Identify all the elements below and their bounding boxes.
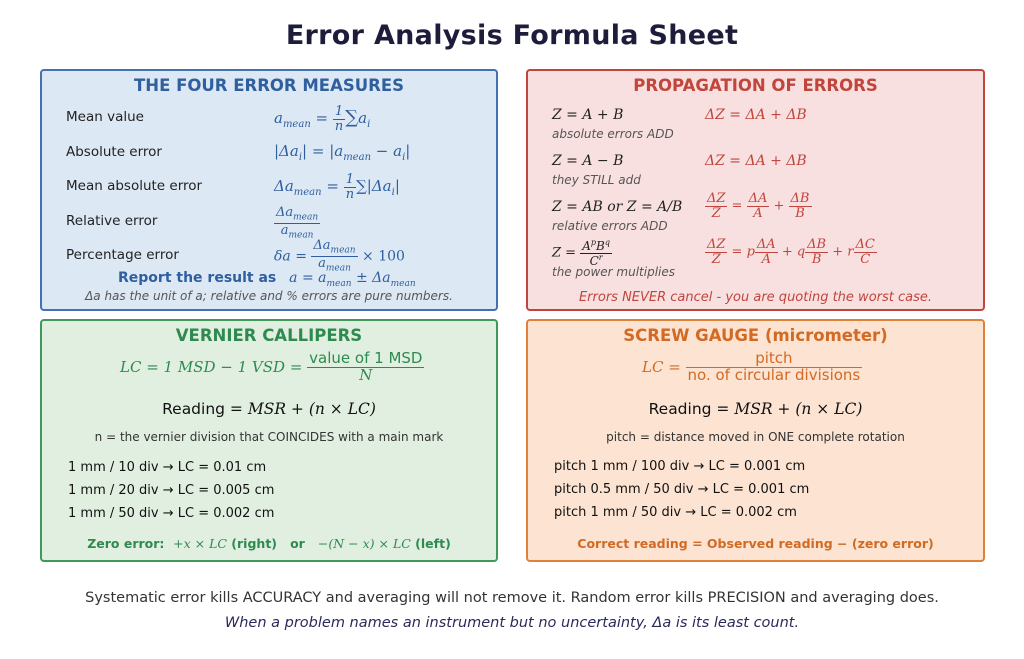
screw-reading-formula: Reading = MSR + (n × LC): [648, 400, 863, 418]
relative-error-label: Relative error: [66, 213, 158, 229]
power-note: the power multiplies: [552, 265, 675, 279]
mean-value-formula: $a_{mean}$ = $\frac{1}{n}$ $\sum a_i$: [274, 104, 371, 134]
vernier-explain: n = the vernier division that COINCIDES with a main mark: [94, 430, 444, 444]
difference-error: ΔZ = ΔA + ΔB: [705, 153, 807, 169]
sum-equation: Z = A + B: [552, 107, 624, 123]
footer-least-count-note: When a problem names an instrument but no uncertainty, Δa is its least count.: [224, 615, 800, 631]
report-result: Report the result as $a = a_{mean} \pm \Delta a_{mean}$: [118, 270, 416, 289]
vernier-reading-formula: Reading = MSR + (n × LC): [162, 400, 376, 418]
vernier-lc-formula: LC = 1 MSD − 1 VSD = $\frac{\text{value of 1 MSD}}{N}$: [120, 349, 423, 384]
product-error: $\frac{\Delta Z}{Z}$ = $\frac{\Delta A}{A}$ + $\frac{\Delta B}{B}$: [707, 191, 810, 221]
sum-error: ΔZ = ΔA + ΔB: [705, 107, 807, 123]
screw-example: pitch 1 mm / 100 div → LC = 0.001 cm: [554, 459, 806, 474]
difference-note: they STILL add: [552, 173, 641, 187]
percentage-error-label: Percentage error: [66, 247, 179, 263]
vernier-zero-error: Zero error: +x × LC (right) or −(N − x) × LC (left): [87, 536, 451, 551]
product-note: relative errors ADD: [552, 219, 668, 233]
error-measures-panel: [40, 69, 498, 311]
absolute-error-formula: $|\Delta a_i| = |a_{mean} - a_i|$: [274, 142, 411, 163]
screw-explain: pitch = distance moved in ONE complete rotation: [606, 430, 905, 444]
measures-note: Δa has the unit of a; relative and % errors are pure numbers.: [85, 289, 453, 303]
relative-error-formula: $\frac{\Delta a_{mean}}{a_{mean}}$: [276, 205, 319, 241]
mean-value-label: Mean value: [66, 109, 144, 125]
vernier-example: 1 mm / 10 div → LC = 0.01 cm: [68, 460, 267, 475]
propagation-panel: [526, 69, 985, 311]
propagation-heading: PROPAGATION OF ERRORS: [633, 76, 878, 95]
mean-absolute-error-label: Mean absolute error: [66, 178, 203, 194]
error-measures-heading: THE FOUR ERROR MEASURES: [134, 76, 404, 95]
screw-correct-reading: Correct reading = Observed reading − (zero error): [577, 536, 934, 551]
footer-systematic-random: Systematic error kills ACCURACY and averaging will not remove it. Random error kills PRECISION and averaging does.: [85, 590, 939, 606]
screw-example: pitch 1 mm / 50 div → LC = 0.002 cm: [554, 505, 797, 520]
page-title: Error Analysis Formula Sheet: [285, 20, 739, 51]
screw-gauge-heading: SCREW GAUGE (micrometer): [623, 326, 888, 345]
product-equation: Z = AB or Z = A/B: [552, 199, 683, 215]
sum-note: absolute errors ADD: [552, 127, 674, 141]
screw-gauge-panel: [526, 319, 985, 562]
vernier-example: 1 mm / 50 div → LC = 0.002 cm: [68, 506, 275, 521]
power-error: $\frac{\Delta Z}{Z}$ = p $\frac{\Delta A}{A}$ + q $\frac{\Delta B}{B}$ + r $\frac{\Delta C}{C}$: [707, 237, 875, 267]
percentage-error-formula: δa = $\frac{\Delta a_{mean}}{a_{mean}}$ × 100: [274, 238, 405, 274]
screw-example: pitch 0.5 mm / 50 div → LC = 0.001 cm: [554, 482, 810, 497]
mean-absolute-error-formula: $\Delta a_{mean}$ = $\frac{1}{n}$ $\sum|\Delta a_i|$: [274, 172, 400, 202]
propagation-footer: Errors NEVER cancel - you are quoting the worst case.: [578, 290, 933, 305]
screw-lc-formula: LC = $\frac{\text{pitch}}{\text{no. of circular divisions}}$: [642, 349, 861, 384]
vernier-heading: VERNIER CALLIPERS: [175, 326, 363, 345]
power-equation: Z = $\frac{A^pB^q}{C^r}$: [552, 238, 610, 268]
vernier-example: 1 mm / 20 div → LC = 0.005 cm: [68, 483, 275, 498]
vernier-panel: [40, 319, 498, 562]
absolute-error-label: Absolute error: [66, 144, 162, 160]
difference-equation: Z = A − B: [552, 153, 624, 169]
